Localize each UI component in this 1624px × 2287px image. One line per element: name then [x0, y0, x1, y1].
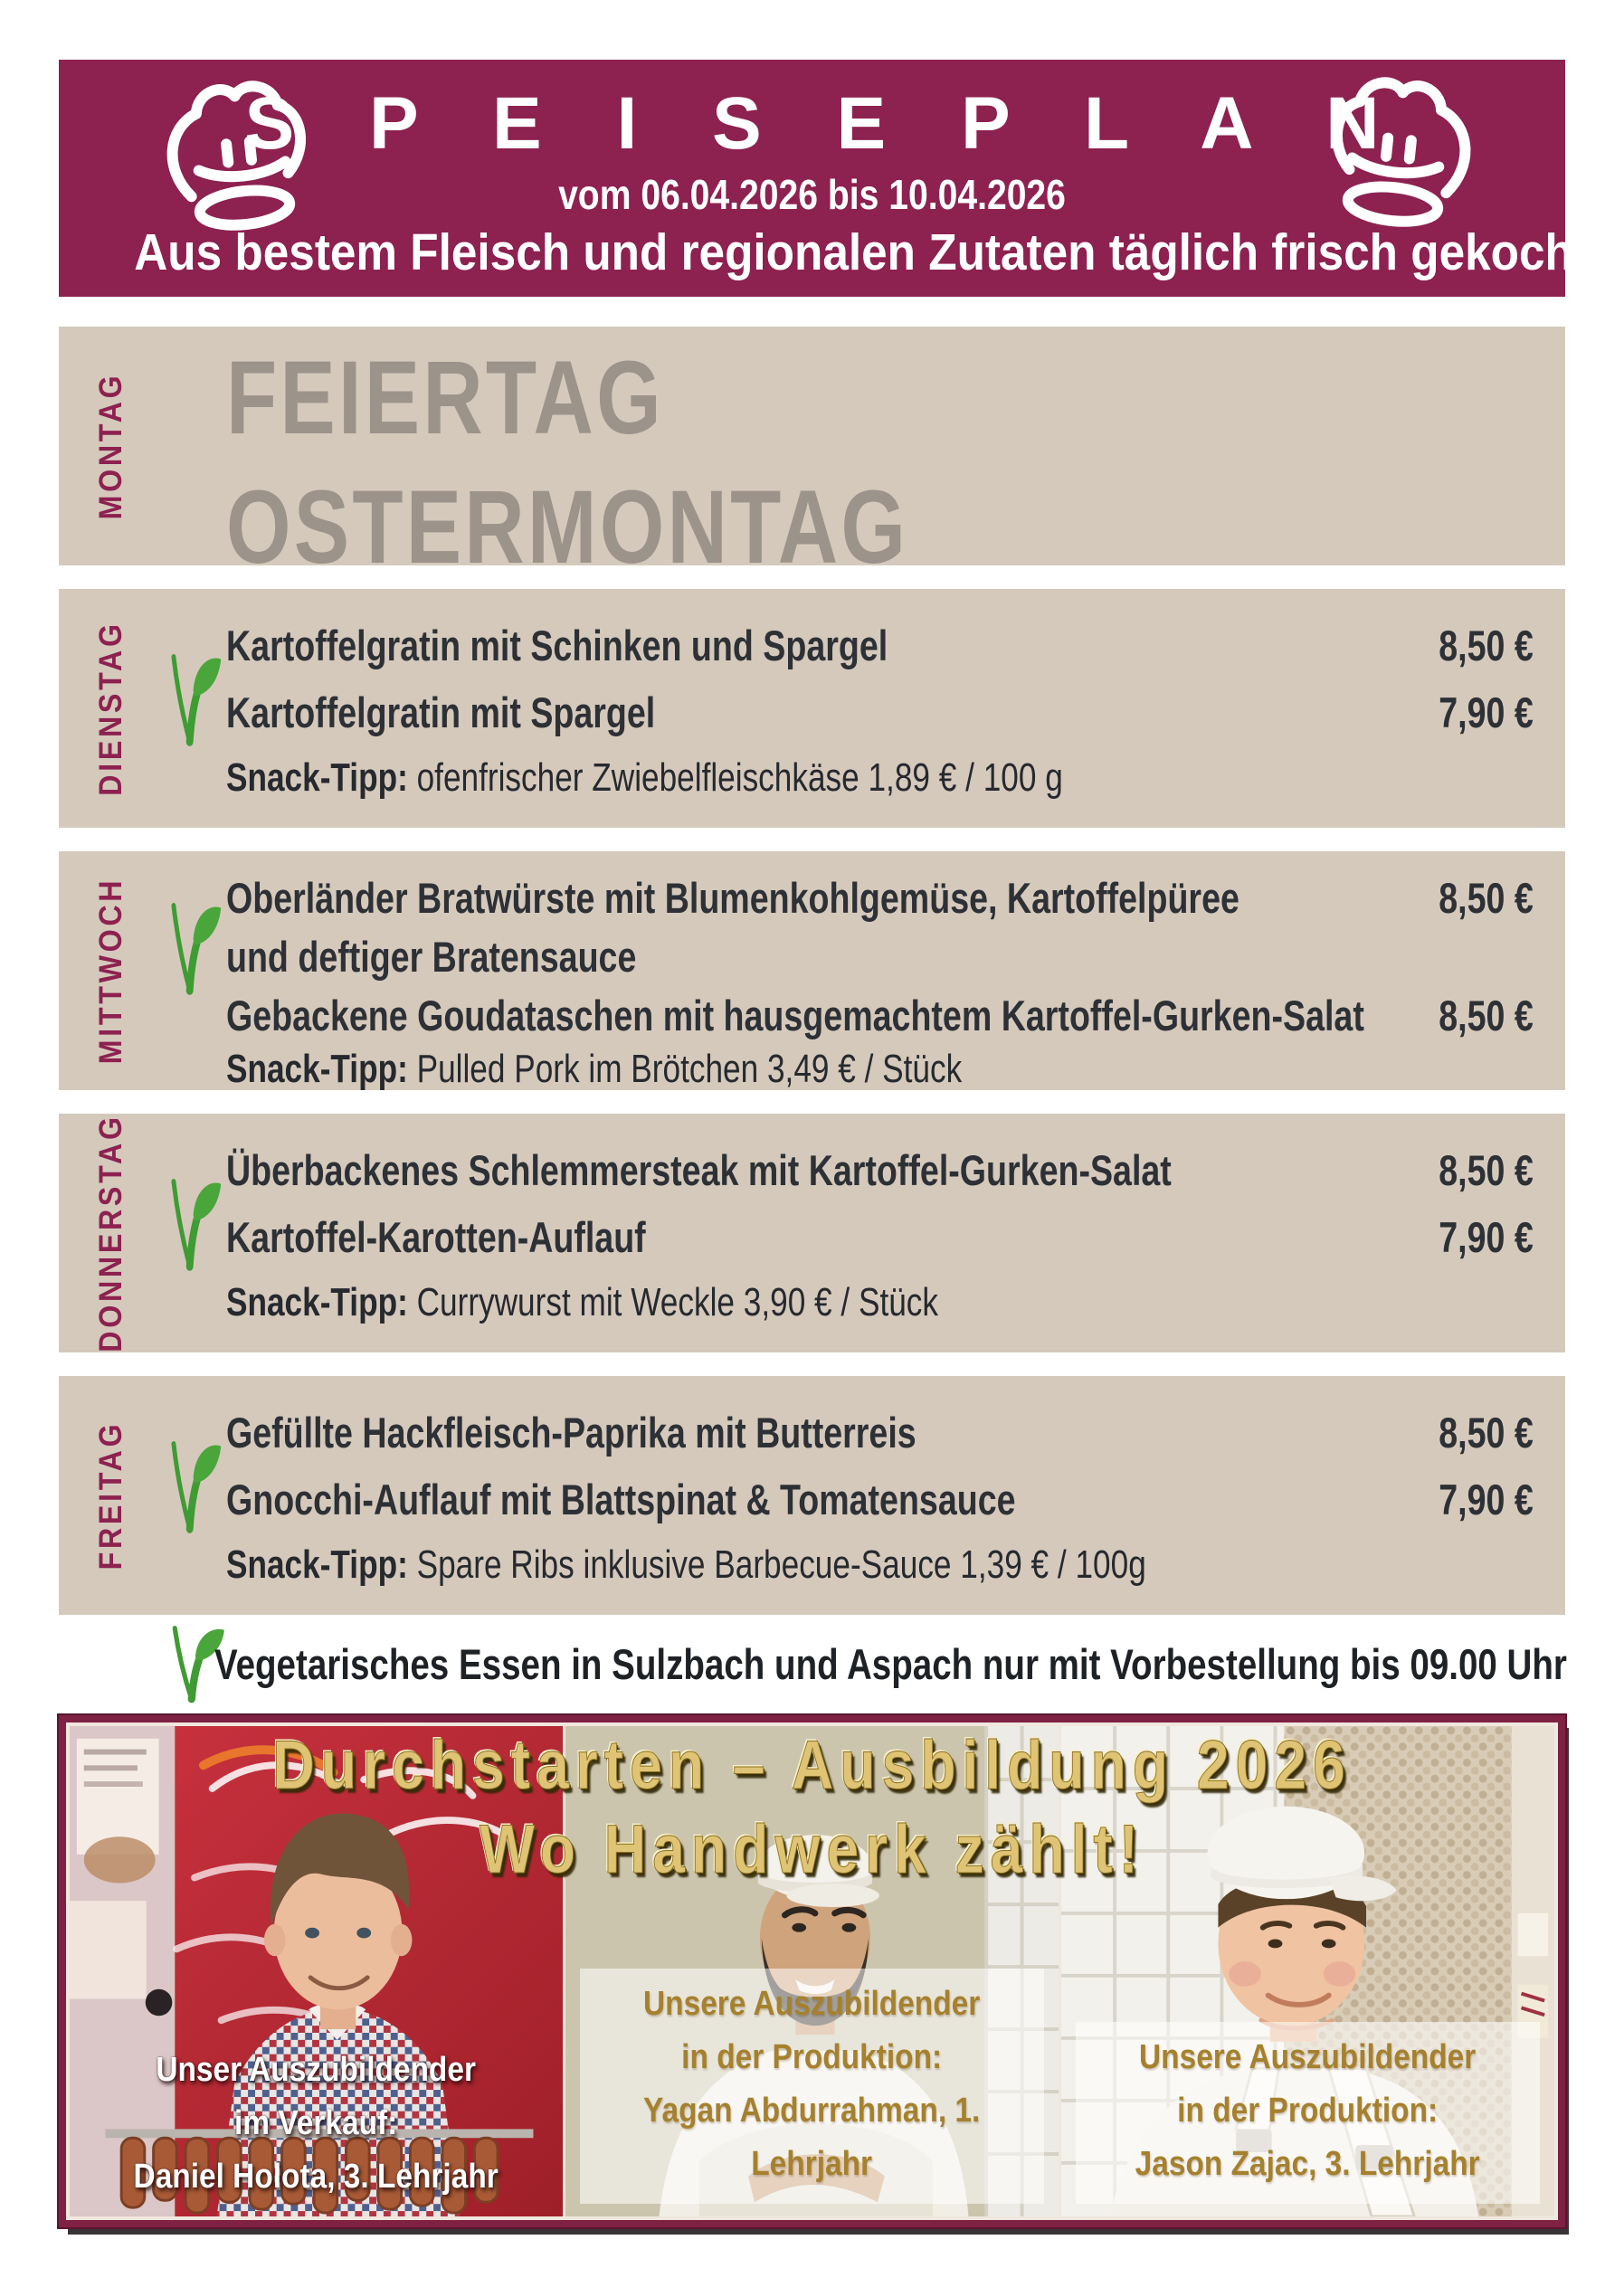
dish-name: Gebackene Goudataschen mit hausgemachtem Kartoffel-Gurken-Salat [226, 991, 1364, 1039]
snack-tip-label: Snack-Tipp: [226, 1046, 408, 1091]
dish-row-vegetarian [226, 679, 1534, 746]
day-section-dienstag [59, 589, 1565, 828]
caption-line: Unsere Auszubildender [1139, 2038, 1477, 2077]
promo-title-line2: Wo Handwerk zählt! [480, 1811, 1144, 1888]
dish-row [226, 1400, 1534, 1466]
snack-tip-text: ofenfrischer Zwiebelfleischkäse 1,89 € / 100 g [416, 755, 1063, 801]
apprenticeship-promo-banner [59, 1715, 1565, 2227]
snack-tip-label: Snack-Tipp: [226, 755, 408, 801]
day-label-donnerstag: DONNERSTAG [93, 1114, 128, 1352]
dish-row [226, 869, 1534, 928]
snack-tip-text: Pulled Pork im Brötchen 3,49 € / Stück [416, 1046, 963, 1091]
caption-line: Daniel Holota, 3. Lehrjahr [133, 2158, 499, 2197]
snack-tip-text: Spare Ribs inklusive Barbecue-Sauce 1,39 € / 100g [416, 1542, 1146, 1588]
day-label-dienstag: DIENSTAG [93, 621, 128, 796]
dish-row-vegetarian [226, 1466, 1534, 1533]
dish-row [226, 612, 1534, 679]
snack-tip [226, 754, 1534, 802]
day-label-montag: MONTAG [93, 372, 128, 520]
snack-tip-label: Snack-Tipp: [226, 1542, 408, 1588]
dish-row [226, 987, 1534, 1046]
dish-price: 7,90 € [1439, 1476, 1534, 1524]
caption-line: Yagan Abdurrahman, 1. Lehrjahr [643, 2092, 981, 2184]
caption-line: Unsere Auszubildender [643, 1985, 981, 2024]
photo-caption [580, 1969, 1043, 2204]
header-banner [59, 60, 1589, 297]
montag-content [226, 327, 1534, 585]
day-section-freitag [59, 1376, 1565, 1615]
day-section-donnerstag [59, 1114, 1565, 1352]
tagline: Aus bestem Fleisch und regionalen Zutaten täglich frisch gekocht [134, 223, 1589, 281]
dish-name: Kartoffel-Karotten-Auflauf [226, 1213, 646, 1262]
dish-price: 8,50 € [1439, 991, 1534, 1039]
snack-tip [226, 1279, 1534, 1327]
promo-title-line1: Durchstarten – Ausbildung 2026 [272, 1727, 1352, 1804]
dish-row-vegetarian [226, 928, 1534, 987]
dish-price: 8,50 € [1439, 1146, 1534, 1194]
snack-tip [226, 1542, 1534, 1590]
dish-name: Überbackenes Schlemmersteak mit Kartoffel-Gurken-Salat [226, 1146, 1172, 1194]
day-section-mittwoch [59, 851, 1565, 1090]
page-title: S P E I S E P L A N [244, 82, 1407, 165]
vegetarian-sprout-icon [168, 1177, 222, 1271]
vegetarian-sprout-icon [168, 652, 222, 746]
dish-row [226, 1137, 1534, 1204]
holiday-line: OSTERMONTAG [226, 469, 909, 585]
snack-tip-label: Snack-Tipp: [226, 1280, 408, 1325]
dish-name: Kartoffelgratin mit Spargel [226, 688, 656, 737]
day-label-mittwoch: MITTWOCH [93, 877, 128, 1065]
dish-price: 8,50 € [1439, 622, 1534, 669]
dish-price: 8,50 € [1439, 1409, 1534, 1457]
photo-caption [1076, 2022, 1539, 2204]
date-range: vom 06.04.2026 bis 10.04.2026 [558, 171, 1066, 218]
holiday-line: FEIERTAG [226, 340, 664, 456]
promo-title [66, 1726, 1558, 1889]
dish-name: Gefüllte Hackfleisch-Paprika mit Butterreis [226, 1409, 916, 1457]
vegetarian-note [59, 1619, 1565, 1710]
caption-line: in der Produktion: [681, 2038, 943, 2077]
dish-name: Oberländer Bratwürste mit Blumenkohlgemüse, Kartoffelpüree [226, 874, 1239, 922]
caption-line: Jason Zajac, 3. Lehrjahr [1135, 2145, 1481, 2184]
caption-line: in der Produktion: [1177, 2092, 1439, 2130]
photo-caption [84, 2044, 547, 2204]
vegetarian-sprout-icon [168, 1439, 222, 1533]
snack-tip-text: Currywurst mit Weckle 3,90 € / Stück [416, 1280, 939, 1325]
dish-name: und deftiger Bratensauce [226, 932, 637, 981]
vegetarian-note-text: Vegetarisches Essen in Sulzbach und Aspach nur mit Vorbestellung bis 09.00 Uhr [214, 1640, 1567, 1688]
dish-name: Gnocchi-Auflauf mit Blattspinat & Tomatensauce [226, 1476, 1016, 1524]
day-section-montag [59, 327, 1565, 585]
caption-line: im Verkauf: [234, 2104, 398, 2143]
vegetarian-sprout-icon [168, 901, 222, 995]
dish-row-vegetarian [226, 1204, 1534, 1271]
day-label-freitag: FREITAG [93, 1420, 128, 1571]
dish-price: 8,50 € [1439, 874, 1534, 922]
dish-price: 7,90 € [1439, 1213, 1534, 1262]
dish-name: Kartoffelgratin mit Schinken und Spargel [226, 622, 888, 669]
caption-line: Unser Auszubildender [156, 2051, 477, 2090]
dish-price: 7,90 € [1439, 688, 1534, 737]
snack-tip [226, 1046, 1534, 1094]
